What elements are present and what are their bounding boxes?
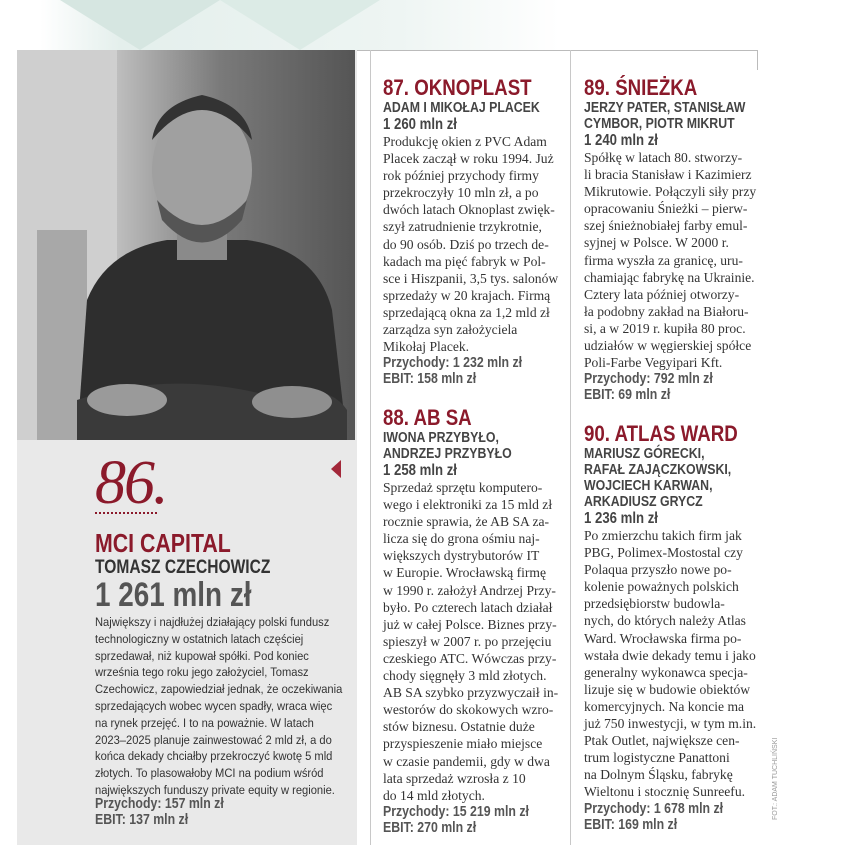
entry-wealth: 1 240 mln zł — [584, 132, 658, 149]
entry-owners: IWONA PRZYBYŁO, ANDRZEJ PRZYBYŁO — [383, 430, 512, 462]
entry-wealth: 1 258 mln zł — [383, 462, 457, 479]
entry-title: 87. OKNOPLAST — [383, 75, 532, 100]
featured-company: MCI CAPITAL — [95, 528, 231, 558]
featured-ebit: EBIT: 137 mln zł — [95, 812, 189, 828]
entry-owners: MARIUSZ GÓRECKI, RAFAŁ ZAJĄCZKOWSKI, WOJCIECH KARWAN, ARKADIUSZ GRYCZ — [584, 446, 732, 510]
entry-owners: ADAM I MIKOŁAJ PLACEK — [383, 100, 540, 116]
photo-credit: FOT.: ADAM TUCHLIŃSKI — [772, 737, 779, 820]
entry-ebit: EBIT: 270 mln zł — [383, 819, 477, 836]
entry-87 — [383, 76, 573, 387]
entry-ebit: EBIT: 158 mln zł — [383, 371, 477, 388]
entry-body: Sprzedaż sprzętu komputero- wego i elektroniki za 15 mld zł rocznie sprawia, że AB SA za- licza się do grona ośmiu naj- większych dystrybutorów IT w Europie. Wrocławską firmę w 1990 r. założył Andrzej Przy- było. Po czterech latach działał już w całej Polsce. Biznes przy- spieszył w 2007 r. po przejęciu czeskiego ATC. Wówczas przy- chody sięgnęły 3 mld złotych. AB SA szybko przyzwyczaił in- westorów do skokowych wzro- stów biznesu. Ostatnie duże przyspieszenie miało miejsce w czasie pandemii, gdy w dwa lata sprzedaż wzrosła z 10 do 14 mld złotych. — [383, 480, 559, 803]
entry-title: 88. AB SA — [383, 405, 472, 430]
entry-revenue: Przychody: 1 678 mln zł — [584, 800, 724, 817]
entry-revenue: Przychody: 15 219 mln zł — [383, 803, 529, 820]
entry-88 — [383, 406, 573, 836]
featured-revenue: Przychody: 157 mln zł — [95, 796, 224, 812]
entry-revenue: Przychody: 1 232 mln zł — [383, 355, 523, 372]
entry-revenue: Przychody: 792 mln zł — [584, 371, 713, 388]
featured-wealth: 1 261 mln zł — [95, 576, 252, 614]
featured-body: Największy i najdłużej działający polski fundusz technologiczny w ostatnich latach częściej sprzedawał, niż kupował spółki. Pod koniec września tego roku jego założyciel, Tomasz Czechowicz, zapowiedział jednak, że oczekiwania sprzedających wobec wycen spadły, wraca więc na rynek przejęć. I to na poważnie. W latach 2023–2025 planuje zainwestować 2 mld zł, a do końca dekady chciałby przekroczyć kwotę 5 mld złotych. To plasowałoby MCI na podium wśród największych funduszy private equity w regionie. — [95, 615, 343, 797]
portrait-photo — [17, 50, 355, 440]
column-divider — [370, 50, 371, 845]
entry-wealth: 1 260 mln zł — [383, 116, 457, 133]
divider — [357, 50, 757, 51]
entry-ebit: EBIT: 169 mln zł — [584, 816, 678, 833]
decorative-pattern — [0, 0, 852, 50]
entry-owners: JERZY PATER, STANISŁAW CYMBOR, PIOTR MIKRUT — [584, 100, 746, 132]
entry-body: Produkcję okien z PVC Adam Placek zaczął w roku 1994. Już rok później przychody firmy przekroczyły 10 mln zł, a po dwóch latach Oknoplast zwięk- szył zatrudnienie trzykrotnie, do 90 osób. Dziś po trzech de- kadach ma pięć fabryk w Pol- sce i Hiszpanii, 3,5 tys. salonów sprzedaży w 20 krajach. Firmą sprzedającą okna za 1,2 mld zł zarządza syn założyciela Mikołaj Placek. — [383, 134, 559, 355]
dotted-rule — [95, 512, 157, 514]
entry-title: 90. ATLAS WARD — [584, 421, 738, 446]
entry-89 — [584, 76, 774, 403]
entry-wealth: 1 236 mln zł — [584, 510, 658, 527]
featured-owner: TOMASZ CZECHOWICZ — [95, 557, 271, 578]
entry-body: Spółkę w latach 80. stworzy- li bracia Stanisław i Kazimierz Mikrutowie. Połączyli siły przy opracowaniu Śnieżki – pierw- szej śnieżnobiałej farby emul- syjnej w Polsce. W 2000 r. firma wyszła za granicę, uru- chamiając fabrykę na Ukrainie. Cztery lata później otworzy- ła podobny zakład na Białoru- si, a w 2019 r. kupiła 80 proc. udziałów w węgierskiej spółce Poli-Farbe Vegyipari Kft. — [584, 150, 757, 371]
entry-90 — [584, 422, 774, 833]
entry-ebit: EBIT: 69 mln zł — [584, 387, 671, 404]
entry-body: Po zmierzchu takich firm jak PBG, Polimex-Mostostal czy Polaqua przyszło nowe po- kolenie poważnych polskich przedsiębiorstw budowla- nych, do których należy Atlas Ward. Wrocławska firma po- wstała dwie dekady temu i jako generalny wykonawca specja- lizuje się w budowie obiektów komercyjnych. Na koncie ma już 750 inwestycji, w tym m.in. Ptak Outlet, największe cen- trum logistyczne Panattoni na Dolnym Śląsku, fabrykę Wieltonu i stocznię Sunreefu. — [584, 528, 757, 800]
decorative-header-band — [0, 0, 852, 50]
entry-title: 89. ŚNIEŻKA — [584, 75, 698, 100]
featured-rank: 86. — [95, 449, 167, 517]
column-divider — [757, 50, 758, 70]
arrow-left-icon — [331, 460, 341, 478]
